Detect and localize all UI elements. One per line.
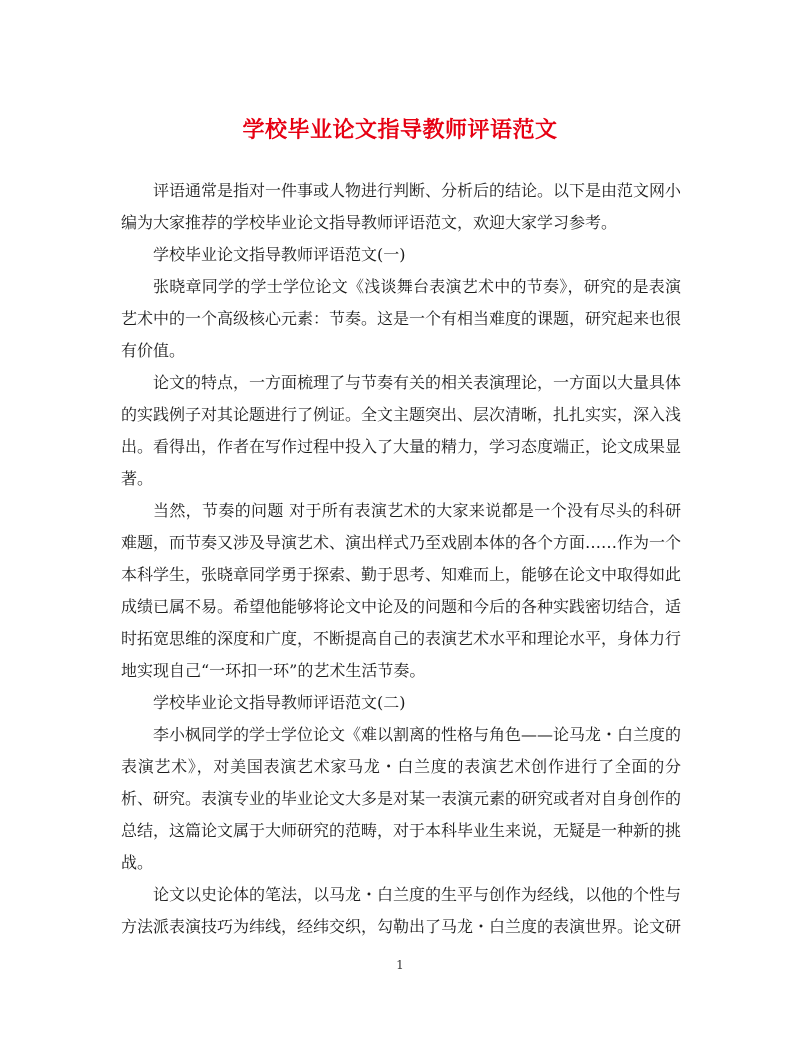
- paragraph: 当然，节奏的问题 对于所有表演艺术的大家来说都是一个没有尽头的科研难题，而节奏又涉及导演艺术、演出样式乃至戏剧本体的各个方面……作为一个本科学生，张晓章同学勇于探索、勤于思考、知难而上，能够在论文中取得如此成绩已属不易。希望他能够将论文中论及的问题和今后的各种实践密切结合，适时拓宽思维的深度和广度，不断提高自己的表演艺术水平和理论水平，身体力行地实现自己“一环扣一环”的艺术生活节奏。: [121, 501, 682, 680]
- page-number: 1: [396, 958, 404, 972]
- section-heading-2: 学校毕业论文指导教师评语范文(二): [153, 693, 406, 712]
- paragraph: 论文的特点，一方面梳理了与节奏有关的相关表演理论，一方面以大量具体的实践例子对其论题进行了例证。全文主题突出、层次清晰，扎扎实实，深入浅出。看得出，作者在写作过程中投入了大量的精力，学习态度端正，论文成果显著。: [121, 373, 682, 488]
- paragraph: 论文以史论体的笔法，以马龙・白兰度的生平与创作为经线，以他的个性与方法派表演技巧为纬线，经纬交织，勾勒出了马龙・白兰度的表演世界。论文研: [121, 885, 682, 936]
- document-title: 学校毕业论文指导教师评语范文: [242, 117, 558, 143]
- document-body: [121, 175, 681, 943]
- paragraph: 张晓章同学的学士学位论文《浅谈舞台表演艺术中的节奏》，研究的是表演艺术中的一个高级核心元素：节奏。这是一个有相当难度的课题，研究起来也很有价值。: [121, 277, 682, 360]
- section-heading-1: 学校毕业论文指导教师评语范文(一): [153, 245, 406, 264]
- paragraph: 李小枫同学的学士学位论文《难以割离的性格与角色——论马龙・白兰度的表演艺术》，对美国表演艺术家马龙・白兰度的表演艺术创作进行了全面的分析、研究。表演专业的毕业论文大多是对某一表演元素的研究或者对自身创作的总结，这篇论文属于大师研究的范畴，对于本科毕业生来说，无疑是一种新的挑战。: [121, 725, 682, 872]
- paragraph-intro: 评语通常是指对一件事或人物进行判断、分析后的结论。以下是由范文网小编为大家推荐的学校毕业论文指导教师评语范文，欢迎大家学习参考。: [121, 181, 682, 232]
